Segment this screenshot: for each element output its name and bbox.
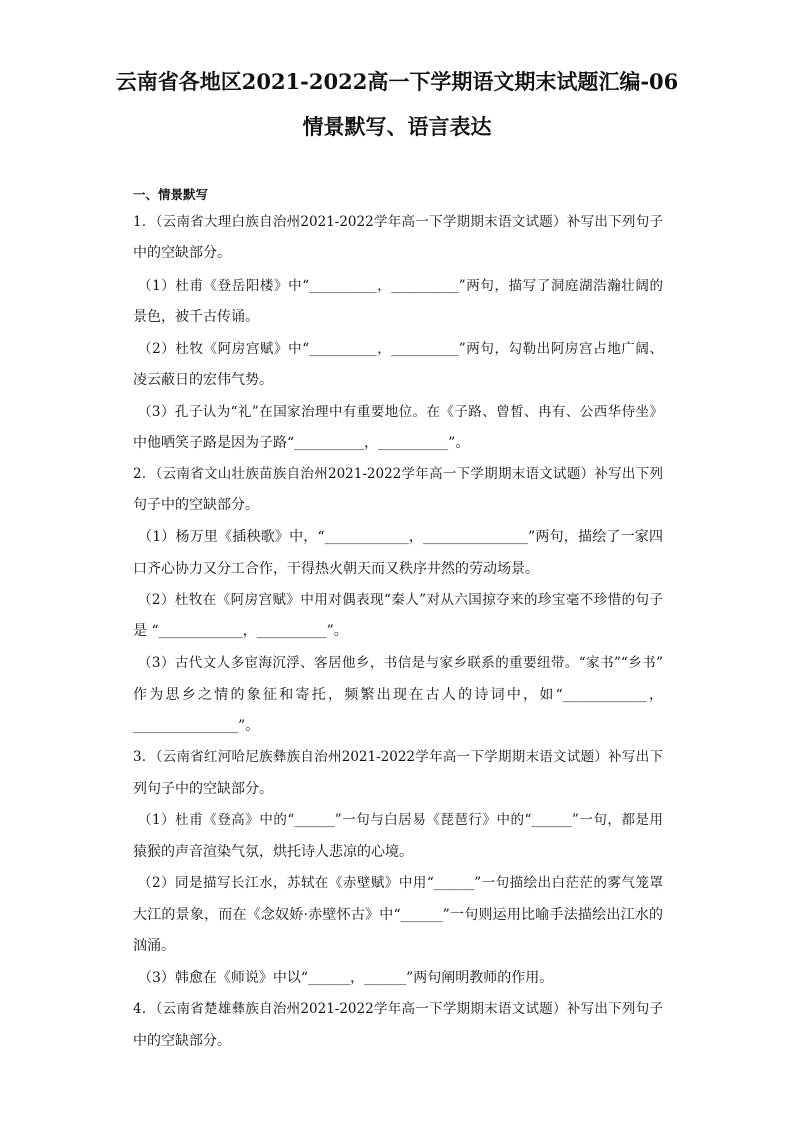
section-heading: 一、情景默写: [133, 187, 209, 202]
question-1-item-1: 景色，被千古传诵。: [133, 309, 259, 325]
question-1-line: 中的空缺部分。: [133, 245, 231, 261]
question-1-item-1: （1）杜甫《登岳阳楼》中“__________，__________”两句，描写了洞庭湖浩瀚壮阔的: [138, 278, 663, 294]
question-1-item-3: （3）孔子认为“礼”在国家治理中有重要地位。在《子路、曾皙、冉有、公西华侍坐》: [138, 404, 663, 420]
question-2-item-3: （3）古代文人多宦海沉浮、客居他乡，书信是与家乡联系的重要纽带。“家书”“乡书”: [138, 655, 663, 671]
question-1-item-3: 中他哂笑子路是因为子路“__________，__________”。: [133, 435, 470, 451]
question-2-item-2: （2）杜牧在《阿房宫赋》中用对偶表现“秦人”对从六国掠夺来的珍宝毫不珍惜的句子: [138, 592, 663, 608]
question-3-item-1: 猿猴的声音渲染气氛，烘托诗人悲凉的心境。: [133, 844, 413, 860]
question-2-item-1: （1）杨万里《插秧歌》中，“____________，_______________”两句，描绘了一家四: [138, 529, 663, 545]
question-3-item-2: 汹涌。: [133, 938, 175, 954]
question-3-item-2: 大江的景象，而在《念奴娇·赤壁怀古》中“______”一句则运用比喻手法描绘出江水的: [133, 907, 663, 923]
question-2-item-3: _______________”。: [133, 718, 260, 734]
question-4-line: 4．（云南省楚雄彝族自治州2021-2022学年高一下学期期末语文试题）补写出下列句子: [133, 1001, 663, 1017]
question-3-item-2: （2）同是描写长江水，苏轼在《赤壁赋》中用“______”一句描绘出白茫茫的雾气笼罩: [138, 875, 663, 891]
question-1-item-2: （2）杜牧《阿房宫赋》中“__________，__________”两句，勾勒出阿房宫占地广阔、: [138, 341, 663, 357]
question-1-line: 1．（云南省大理白族自治州2021-2022学年高一下学期期末语文试题）补写出下列句子: [133, 214, 663, 230]
question-3-line: 列句子中的空缺部分。: [133, 781, 273, 797]
question-1-item-2: 凌云蔽日的宏伟气势。: [133, 372, 273, 388]
question-2-line: 句子中的空缺部分。: [133, 497, 259, 513]
question-2-item-2: 是 “____________，__________”。: [133, 623, 348, 639]
question-4-line: 中的空缺部分。: [133, 1033, 231, 1049]
question-2-line: 2．（云南省文山壮族苗族自治州2021-2022学年高一下学期期末语文试题）补写出下列: [133, 466, 663, 482]
question-2-item-3: 作为思乡之情的象征和寄托，频繁出现在古人的诗词中，如“____________，: [133, 687, 663, 703]
question-3-item-3: （3）韩愈在《师说》中以“______，______”两句阐明教师的作用。: [138, 970, 554, 986]
document-subtitle: 情景默写、语言表达: [302, 114, 492, 139]
question-2-item-1: 口齐心协力又分工合作，干得热火朝天而又秩序井然的劳动场景。: [133, 561, 539, 577]
question-3-line: 3．（云南省红河哈尼族彝族自治州2021-2022学年高一下学期期末语文试题）补写出下: [133, 749, 663, 765]
document-title: 云南省各地区2021-2022高一下学期语文期末试题汇编-06: [115, 69, 679, 94]
question-3-item-1: （1）杜甫《登高》中的“______”一句与白居易《琵琶行》中的“______”一句，都是用: [138, 812, 663, 828]
